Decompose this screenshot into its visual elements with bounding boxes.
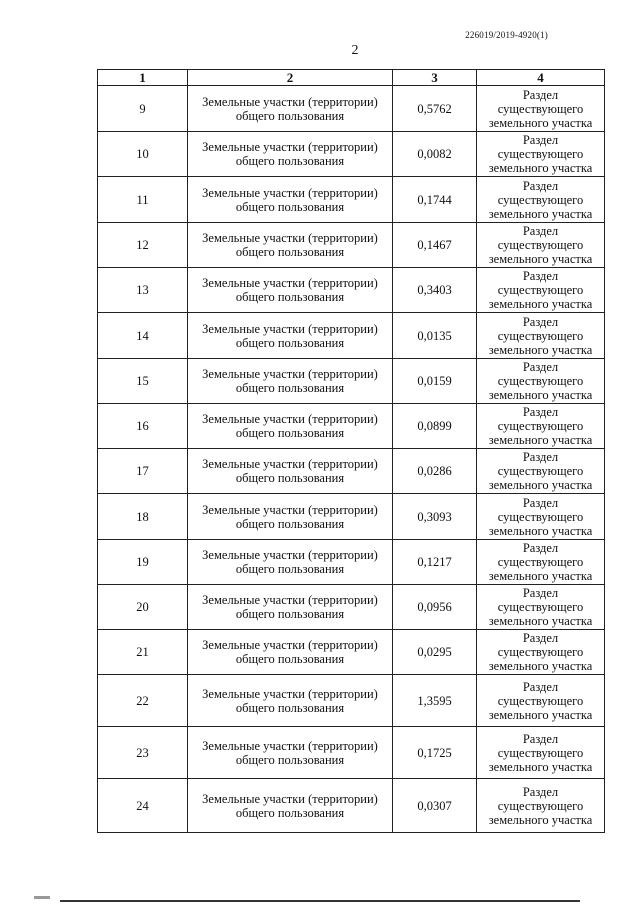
plot-type-cell: Земельные участки (территории) общего пользования [188,449,393,494]
row-number-cell: 18 [98,494,188,540]
plot-type-cell: Земельные участки (территории) общего пользования [188,404,393,449]
formation-method-cell: Раздел существующего земельного участка [477,449,605,494]
plot-type-cell: Земельные участки (территории) общего пользования [188,223,393,268]
table-row [98,132,605,177]
formation-method-cell: Раздел существующего земельного участка [477,779,605,833]
table-row [98,449,605,494]
plot-type-cell: Земельные участки (территории) общего пользования [188,540,393,585]
row-number-cell: 15 [98,359,188,404]
column-header-2: 2 [188,70,393,86]
table-body [98,86,605,833]
area-cell: 0,0082 [393,132,477,177]
formation-method-cell: Раздел существующего земельного участка [477,359,605,404]
table-row [98,585,605,630]
bottom-rule [60,900,580,902]
page-number: 2 [351,43,359,58]
table-row [98,86,605,132]
area-cell: 0,5762 [393,86,477,132]
row-number-cell: 19 [98,540,188,585]
formation-method-cell: Раздел существующего земельного участка [477,132,605,177]
plot-type-cell: Земельные участки (территории) общего пользования [188,779,393,833]
table-header-row [98,70,605,86]
plot-type-cell: Земельные участки (территории) общего пользования [188,727,393,779]
row-number-cell: 13 [98,268,188,313]
area-cell: 0,0956 [393,585,477,630]
land-plots-table [97,69,605,833]
column-header-1: 1 [98,70,188,86]
formation-method-cell: Раздел существующего земельного участка [477,630,605,675]
scan-edge-mark [34,896,50,899]
formation-method-cell: Раздел существующего земельного участка [477,494,605,540]
row-number-cell: 21 [98,630,188,675]
area-cell: 0,0899 [393,404,477,449]
area-cell: 0,1725 [393,727,477,779]
formation-method-cell: Раздел существующего земельного участка [477,404,605,449]
table-row [98,540,605,585]
area-cell: 1,3595 [393,675,477,727]
formation-method-cell: Раздел существующего земельного участка [477,86,605,132]
area-cell: 0,0159 [393,359,477,404]
table-row [98,359,605,404]
plot-type-cell: Земельные участки (территории) общего пользования [188,177,393,223]
formation-method-cell: Раздел существующего земельного участка [477,727,605,779]
column-header-4: 4 [477,70,605,86]
table-row [98,779,605,833]
area-cell: 0,1744 [393,177,477,223]
column-header-3: 3 [393,70,477,86]
plot-type-cell: Земельные участки (территории) общего пользования [188,494,393,540]
plot-type-cell: Земельные участки (территории) общего пользования [188,585,393,630]
area-cell: 0,0307 [393,779,477,833]
row-number-cell: 20 [98,585,188,630]
table-row [98,177,605,223]
area-cell: 0,0135 [393,313,477,359]
plot-type-cell: Земельные участки (территории) общего пользования [188,86,393,132]
table-row [98,494,605,540]
row-number-cell: 12 [98,223,188,268]
row-number-cell: 17 [98,449,188,494]
plot-type-cell: Земельные участки (территории) общего пользования [188,132,393,177]
row-number-cell: 16 [98,404,188,449]
area-cell: 0,3403 [393,268,477,313]
formation-method-cell: Раздел существующего земельного участка [477,223,605,268]
row-number-cell: 10 [98,132,188,177]
table-row [98,404,605,449]
row-number-cell: 11 [98,177,188,223]
plot-type-cell: Земельные участки (территории) общего пользования [188,313,393,359]
row-number-cell: 24 [98,779,188,833]
formation-method-cell: Раздел существующего земельного участка [477,177,605,223]
table-row [98,268,605,313]
formation-method-cell: Раздел существующего земельного участка [477,268,605,313]
plot-type-cell: Земельные участки (территории) общего пользования [188,630,393,675]
table-row [98,630,605,675]
table-row [98,313,605,359]
formation-method-cell: Раздел существующего земельного участка [477,540,605,585]
plot-type-cell: Земельные участки (территории) общего пользования [188,359,393,404]
document-id: 226019/2019-4920(1) [465,30,548,40]
plot-type-cell: Земельные участки (территории) общего пользования [188,675,393,727]
row-number-cell: 14 [98,313,188,359]
table-row [98,675,605,727]
area-cell: 0,3093 [393,494,477,540]
table-row [98,727,605,779]
row-number-cell: 9 [98,86,188,132]
area-cell: 0,1217 [393,540,477,585]
formation-method-cell: Раздел существующего земельного участка [477,585,605,630]
area-cell: 0,0286 [393,449,477,494]
formation-method-cell: Раздел существующего земельного участка [477,313,605,359]
formation-method-cell: Раздел существующего земельного участка [477,675,605,727]
table-row [98,223,605,268]
area-cell: 0,0295 [393,630,477,675]
row-number-cell: 23 [98,727,188,779]
area-cell: 0,1467 [393,223,477,268]
row-number-cell: 22 [98,675,188,727]
plot-type-cell: Земельные участки (территории) общего пользования [188,268,393,313]
